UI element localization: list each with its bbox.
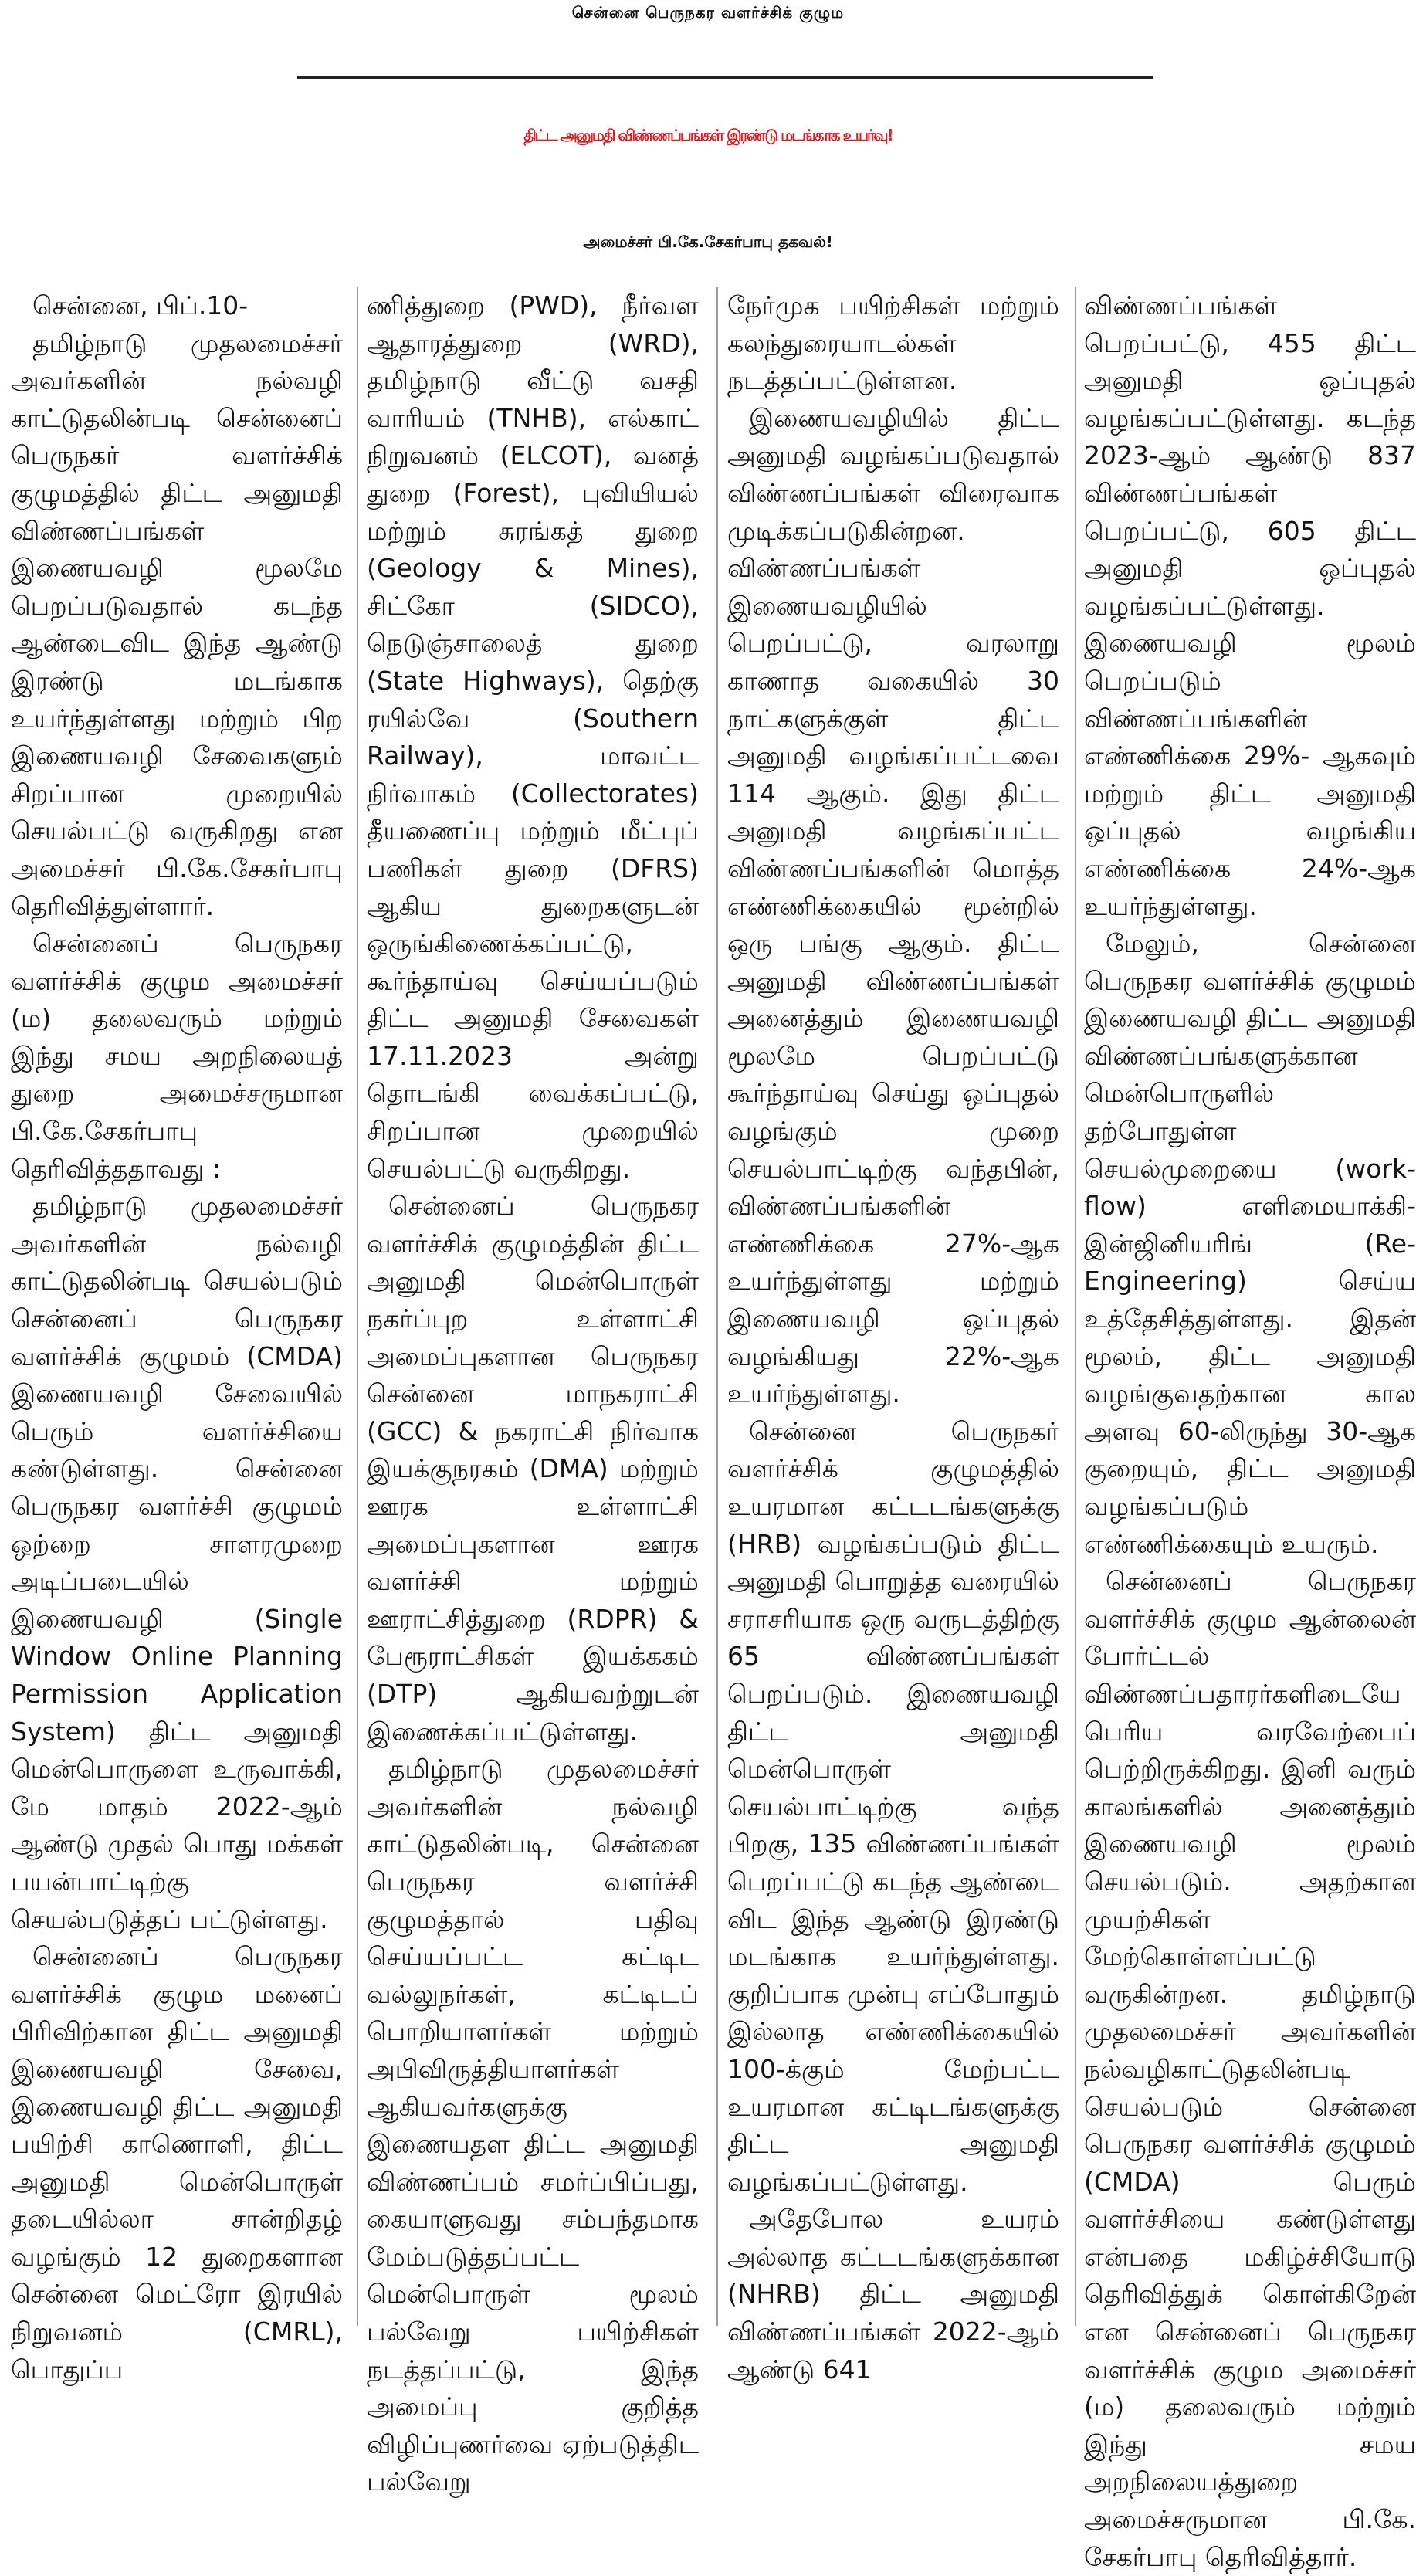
paragraph: தமிழ்நாடு முதலமைச்சர் அவர்களின் நல்வழி காட்டுதலின்படி செயல்படும் சென்னைப் பெருநகர வளர்ச்சிக் குழுமம் (CMDA) இணையவழி சேவையில் பெரும் வளர்ச்சியை கண்டுள்ளது. சென்னை பெருநகர வளர்ச்சி குழுமம் ஒற்றை சாளரமுறை அடிப்படையில் இணையவழி (Single Window Online Planning Permission Application System) திட்ட அனுமதி மென்பொருளை உருவாக்கி, மே மாதம் 2022-ஆம் ஆண்டு முதல் பொது மக்கள் பயன்பாட்டிற்கு செயல்படுத்தப் பட்டுள்ளது. bbox=[11, 1191, 343, 1934]
dateline: சென்னை, பிப்.10- bbox=[32, 290, 249, 320]
paragraph: நேர்முக பயிற்சிகள் மற்றும் கலந்துரையாடல்கள் நடத்தப்பட்டுள்ளன. bbox=[727, 290, 1059, 396]
paragraph: தமிழ்நாடு முதலமைச்சர் அவர்களின் நல்வழி காட்டுதலின்படி, சென்னை பெருநகர வளர்ச்சி குழுமத்தால் பதிவு செய்யப்பட்ட கட்டிட வல்லுநர்கள், கட்டிடப் பொறியாளர்கள் மற்றும் அபிவிருத்தியாளர்கள் ஆகியவர்களுக்கு இணையதள திட்ட அனுமதி விண்ணப்பம் சமர்ப்பிப்பது, கையாளுவது சம்பந்தமாக மேம்படுத்தப்பட்ட மென்பொருள் மூலம் பல்வேறு பயிற்சிகள் நடத்தப்பட்டு, இந்த அமைப்பு குறித்த விழிப்புணர்வை ஏற்படுத்திட பல்வேறு bbox=[367, 1754, 699, 2497]
article-column-3 bbox=[727, 287, 1059, 2384]
kicker-underline bbox=[297, 76, 1153, 79]
paragraph: சென்னைப் பெருநகர வளர்ச்சிக் குழுமத்தின் திட்ட அனுமதி மென்பொருள் நகர்ப்புற உள்ளாட்சி அமைப்புகளான பெருநகர சென்னை மாநகராட்சி (GCC) & நகராட்சி நிர்வாக இயக்குநரகம் (DMA) மற்றும் ஊரக உள்ளாட்சி அமைப்புகளான ஊரக வளர்ச்சி மற்றும் ஊராட்சித்துறை (RDPR) & பேரூராட்சிகள் இயக்ககம் (DTP) ஆகியவற்றுடன் இணைக்கப்பட்டுள்ளது. bbox=[367, 1191, 699, 1747]
paragraph: சென்னைப் பெருநகர வளர்ச்சிக் குழும அமைச்சர் (ம) தலைவரும் மற்றும் இந்து சமய அறநிலையத் துறை அமைச்சருமான பி.கே.சேகர்பாபு தெரிவித்ததாவது : bbox=[11, 928, 343, 1184]
paragraph: இணையவழியில் திட்ட அனுமதி வழங்கப்படுவதால் விண்ணப்பங்கள் விரைவாக முடிக்கப்படுகின்றன. விண்ணப்பங்கள் இணையவழியில் பெறப்பட்டு, வரலாறு காணாத வகையில் 30 நாட்களுக்குள் திட்ட அனுமதி வழங்கப்பட்டவை 114 ஆகும். இது திட்ட அனுமதி வழங்கப்பட்ட விண்ணப்பங்களின் மொத்த எண்ணிக்கையில் மூன்றில் ஒரு பங்கு ஆகும். திட்ட அனுமதி விண்ணப்பங்கள் அனைத்தும் இணையவழி மூலமே பெறப்பட்டு கூர்ந்தாய்வு செய்து ஒப்புதல் வழங்கும் முறை செயல்பாட்டிற்கு வந்தபின், விண்ணப்பங்களின் எண்ணிக்கை 27%-ஆக உயர்ந்துள்ளது மற்றும் இணையவழி ஒப்புதல் வழங்கியது 22%-ஆக உயர்ந்துள்ளது. bbox=[727, 402, 1059, 1409]
kicker-title: சென்னை பெருநகர வளர்ச்சிக் குழும bbox=[571, 3, 845, 22]
paragraph: சென்னைப் பெருநகர வளர்ச்சிக் குழும மனைப் பிரிவிற்கான திட்ட அனுமதி இணையவழி சேவை, இணையவழி திட்ட அனுமதி பயிற்சி காணொளி, திட்ட அனுமதி மென்பொருள் தடையில்லா சான்றிதழ் வழங்கும் 12 துறைகளான சென்னை மெட்ரோ இரயில் நிறுவனம் (CMRL), பொதுப்ப bbox=[11, 1941, 343, 2384]
article-body bbox=[0, 287, 1416, 2572]
paragraph: மேலும், சென்னை பெருநகர வளர்ச்சிக் குழுமம் இணையவழி திட்ட அனுமதி விண்ணப்பங்களுக்கான மென்பொருளில் தற்போதுள்ள செயல்முறையை (work-flow) எளிமையாக்கி-இன்ஜினியரிங் (Re-Engineering) செய்ய உத்தேசித்துள்ளது. இதன் மூலம், திட்ட அனுமதி வழங்குவதற்கான கால அளவு 60-லிருந்து 30-ஆக குறையும், திட்ட அனுமதி வழங்கப்படும் எண்ணிக்கையும் உயரும். bbox=[1084, 928, 1416, 1559]
article-column-4 bbox=[1084, 287, 1416, 2572]
paragraph: விண்ணப்பங்கள் பெறப்பட்டு, 455 திட்ட அனுமதி ஒப்புதல் வழங்கப்பட்டுள்ளது. கடந்த 2023-ஆம் ஆண்டு 837 விண்ணப்பங்கள் பெறப்பட்டு, 605 திட்ட அனுமதி ஒப்புதல் வழங்கப்பட்டுள்ளது. இணையவழி மூலம் பெறப்படும் விண்ணப்பங்களின் எண்ணிக்கை 29%- ஆகவும் மற்றும் திட்ட அனுமதி ஒப்புதல் வழங்கிய எண்ணிக்கை 24%-ஆக உயர்ந்துள்ளது. bbox=[1084, 290, 1416, 921]
paragraph: தமிழ்நாடு முதலமைச்சர் அவர்களின் நல்வழி காட்டுதலின்படி சென்னைப் பெருநகர் வளர்ச்சிக் குழுமத்தில் திட்ட அனுமதி விண்ணப்பங்கள் இணையவழி மூலமே பெறப்படுவதால் கடந்த ஆண்டைவிட இந்த ஆண்டு இரண்டு மடங்காக உயர்ந்துள்ளது மற்றும் பிற இணையவழி சேவைகளும் சிறப்பான முறையில் செயல்பட்டு வருகிறது என அமைச்சர் பி.கே.சேகர்பாபு தெரிவித்துள்ளார். bbox=[11, 327, 343, 921]
headline: திட்ட அனுமதி விண்ணப்பங்கள் இரண்டு மடங்காக உயர்வு! bbox=[523, 126, 893, 144]
paragraph: சென்னை பெருநகர் வளர்ச்சிக் குழுமத்தில் உயரமான கட்டடங்களுக்கு (HRB) வழங்கப்படும் திட்ட அனுமதி பொறுத்த வரையில் சராசரியாக ஒரு வருடத்திற்கு 65 விண்ணப்பங்கள் பெறப்படும். இணையவழி திட்ட அனுமதி மென்பொருள் செயல்பாட்டிற்கு வந்த பிறகு, 135 விண்ணப்பங்கள் பெறப்பட்டு கடந்த ஆண்டை விட இந்த ஆண்டு இரண்டு மடங்காக உயர்ந்துள்ளது. குறிப்பாக முன்பு எப்போதும் இல்லாத எண்ணிக்கையில் 100-க்கும் மேற்பட்ட உயரமான கட்டிடங்களுக்கு திட்ட அனுமதி வழங்கப்பட்டுள்ளது. bbox=[727, 1415, 1059, 2197]
paragraph: அதேபோல உயரம் அல்லாத கட்டடங்களுக்கான (NHRB) திட்ட அனுமதி விண்ணப்பங்கள் 2022-ஆம் ஆண்டு 641 bbox=[727, 2204, 1059, 2384]
article-column-1 bbox=[11, 287, 343, 2384]
article-column-2 bbox=[367, 287, 699, 2497]
subheadline: அமைச்சர் பி.கே.சேகர்பாபு தகவல்! bbox=[583, 232, 833, 251]
paragraph: ணித்துறை (PWD), நீர்வள ஆதாரத்துறை (WRD), தமிழ்நாடு வீட்டு வசதி வாரியம் (TNHB), எல்காட் நிறுவனம் (ELCOT), வனத் துறை (Forest), புவியியல் மற்றும் சுரங்கத் துறை (Geology & Mines), சிட்கோ (SIDCO), நெடுஞ்சாலைத் துறை (State Highways), தெற்கு ரயில்வே (Southern Railway), மாவட்ட நிர்வாகம் (Collectorates) தீயணைப்பு மற்றும் மீட்புப் பணிகள் துறை (DFRS) ஆகிய துறைகளுடன் ஒருங்கிணைக்கப்பட்டு, கூர்ந்தாய்வு செய்யப்படும் திட்ட அனுமதி சேவைகள் 17.11.2023 அன்று தொடங்கி வைக்கப்பட்டு, சிறப்பான முறையில் செயல்பட்டு வருகிறது. bbox=[367, 290, 699, 1184]
paragraph: சென்னைப் பெருநகர வளர்ச்சிக் குழும ஆன்லைன் போர்ட்டல் விண்ணப்பதாரர்களிடையே பெரிய வரவேற்பைப் பெற்றிருக்கிறது. இனி வரும் காலங்களில் அனைத்தும் இணையவழி மூலம் செயல்படும். அதற்கான முயற்சிகள் மேற்கொள்ளப்பட்டு வருகின்றன. தமிழ்நாடு முதலமைச்சர் அவர்களின் நல்வழிகாட்டுதலின்படி செயல்படும் சென்னை பெருநகர வளர்ச்சிக் குழுமம் (CMDA) பெரும் வளர்ச்சியை கண்டுள்ளது என்பதை மகிழ்ச்சியோடு தெரிவித்துக் கொள்கிறேன் என சென்னைப் பெருநகர வளர்ச்சிக் குழும அமைச்சர் (ம) தலைவரும் மற்றும் இந்து சமய அறநிலையத்துறை அமைச்சருமான பி.கே. சேகர்பாபு தெரிவித்தார். bbox=[1084, 1566, 1416, 2572]
